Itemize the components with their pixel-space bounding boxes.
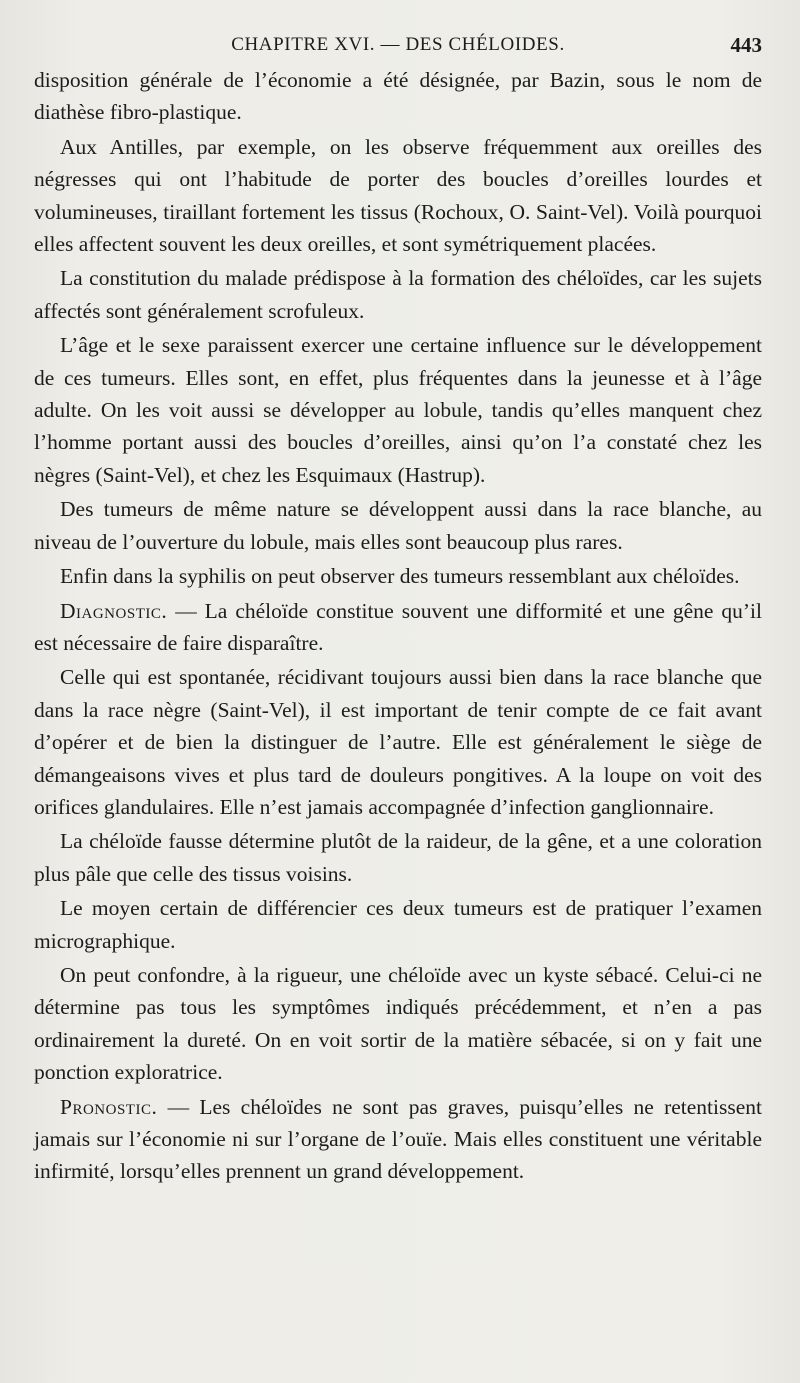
paragraph-syphilis: [34, 560, 762, 592]
running-title: CHAPITRE XVI. — DES CHÉLOIDES.: [231, 34, 565, 55]
paragraph-text: Aux Antilles, par exemple, on les observe fréquemment aux oreilles des négresses qui ont l’habitude de porter des boucles d’oreilles lourdes et volumineuses, tiraillant fortement les tissus (Rochoux, O. Saint-Vel). Voilà pourquoi elles affectent souvent les deux oreilles, et sont symétriquement placées.: [34, 134, 762, 257]
paragraph-fausse: [34, 825, 762, 890]
paragraph-constitution: [34, 262, 762, 327]
paragraph-spontanee: [34, 661, 762, 823]
paragraph-antilles: [34, 131, 762, 261]
paragraph-text: — Les chéloïdes ne sont pas graves, puisqu’elles ne retentissent jamais sur l’économie ni sur l’organe de l’ouïe. Mais elles constituent une véritable infirmité, lorsqu’elles prennent un grand développement.: [34, 1094, 762, 1184]
paragraph-continuation: [34, 64, 762, 129]
paragraph-micrographique: [34, 892, 762, 957]
section-heading-diagnostic: Diagnostic.: [60, 598, 168, 623]
paragraph-text: L’âge et le sexe paraissent exercer une certaine influence sur le développement de ces tumeurs. Elles sont, en effet, plus fréquentes dans la jeunesse et à l’âge adulte. On les voit aussi se développer au lobule, tandis qu’elles manquent chez l’homme portant aussi des boucles d’oreilles, ainsi qu’on l’a constaté chez les nègres (Saint-Vel), et chez les Esquimaux (Hastrup).: [34, 333, 762, 487]
paragraph-text: — La chéloïde constitue souvent une difformité et une gêne qu’il est nécessaire de faire disparaître.: [34, 598, 762, 655]
paragraph-pronostic: [34, 1091, 762, 1188]
paragraph-text: On peut confondre, à la rigueur, une chéloïde avec un kyste sébacé. Celui-ci ne détermine pas tous les symptômes indiqués précédemment, et n’en a pas ordinairement la dureté. On en voit sortir de la matière sébacée, si on y fait une ponction exploratrice.: [34, 962, 762, 1085]
paragraph-diagnostic: [34, 595, 762, 660]
paragraph-text: La constitution du malade prédispose à la formation des chéloïdes, car les sujets affectés sont généralement scrofuleux.: [34, 266, 762, 323]
body-text: [34, 64, 762, 1190]
running-head: [34, 30, 762, 60]
section-heading-pronostic: Pronostic.: [60, 1094, 158, 1119]
page-number: 443: [730, 33, 762, 57]
paragraph-race-blanche: [34, 493, 762, 558]
paragraph-text: La chéloïde fausse détermine plutôt de la raideur, de la gêne, et a une coloration plus pâle que celle des tissus voisins.: [34, 829, 762, 886]
paragraph-text: Des tumeurs de même nature se développent aussi dans la race blanche, au niveau de l’ouverture du lobule, mais elles sont beaucoup plus rares.: [34, 497, 762, 554]
paragraph-text: Le moyen certain de différencier ces deux tumeurs est de pratiquer l’examen micrographique.: [34, 896, 762, 953]
paragraph-kyste: [34, 959, 762, 1089]
paragraph-text: Enfin dans la syphilis on peut observer des tumeurs ressemblant aux chéloïdes.: [60, 564, 740, 589]
paragraph-text: Celle qui est spontanée, récidivant toujours aussi bien dans la race blanche que dans la race nègre (Saint-Vel), il est important de tenir compte de ce fait avant d’opérer et de bien la distinguer de l’autre. Elle est généralement le siège de démangeaisons vives et plus tard de douleurs pongitives. A la loupe on voit des orifices glandulaires. Elle n’est jamais accompagnée d’infection ganglionnaire.: [34, 665, 762, 819]
paragraph-age-sexe: [34, 329, 762, 491]
paragraph-text: disposition générale de l’économie a été désignée, par Bazin, sous le nom de diathèse fibro-plastique.: [34, 68, 762, 125]
